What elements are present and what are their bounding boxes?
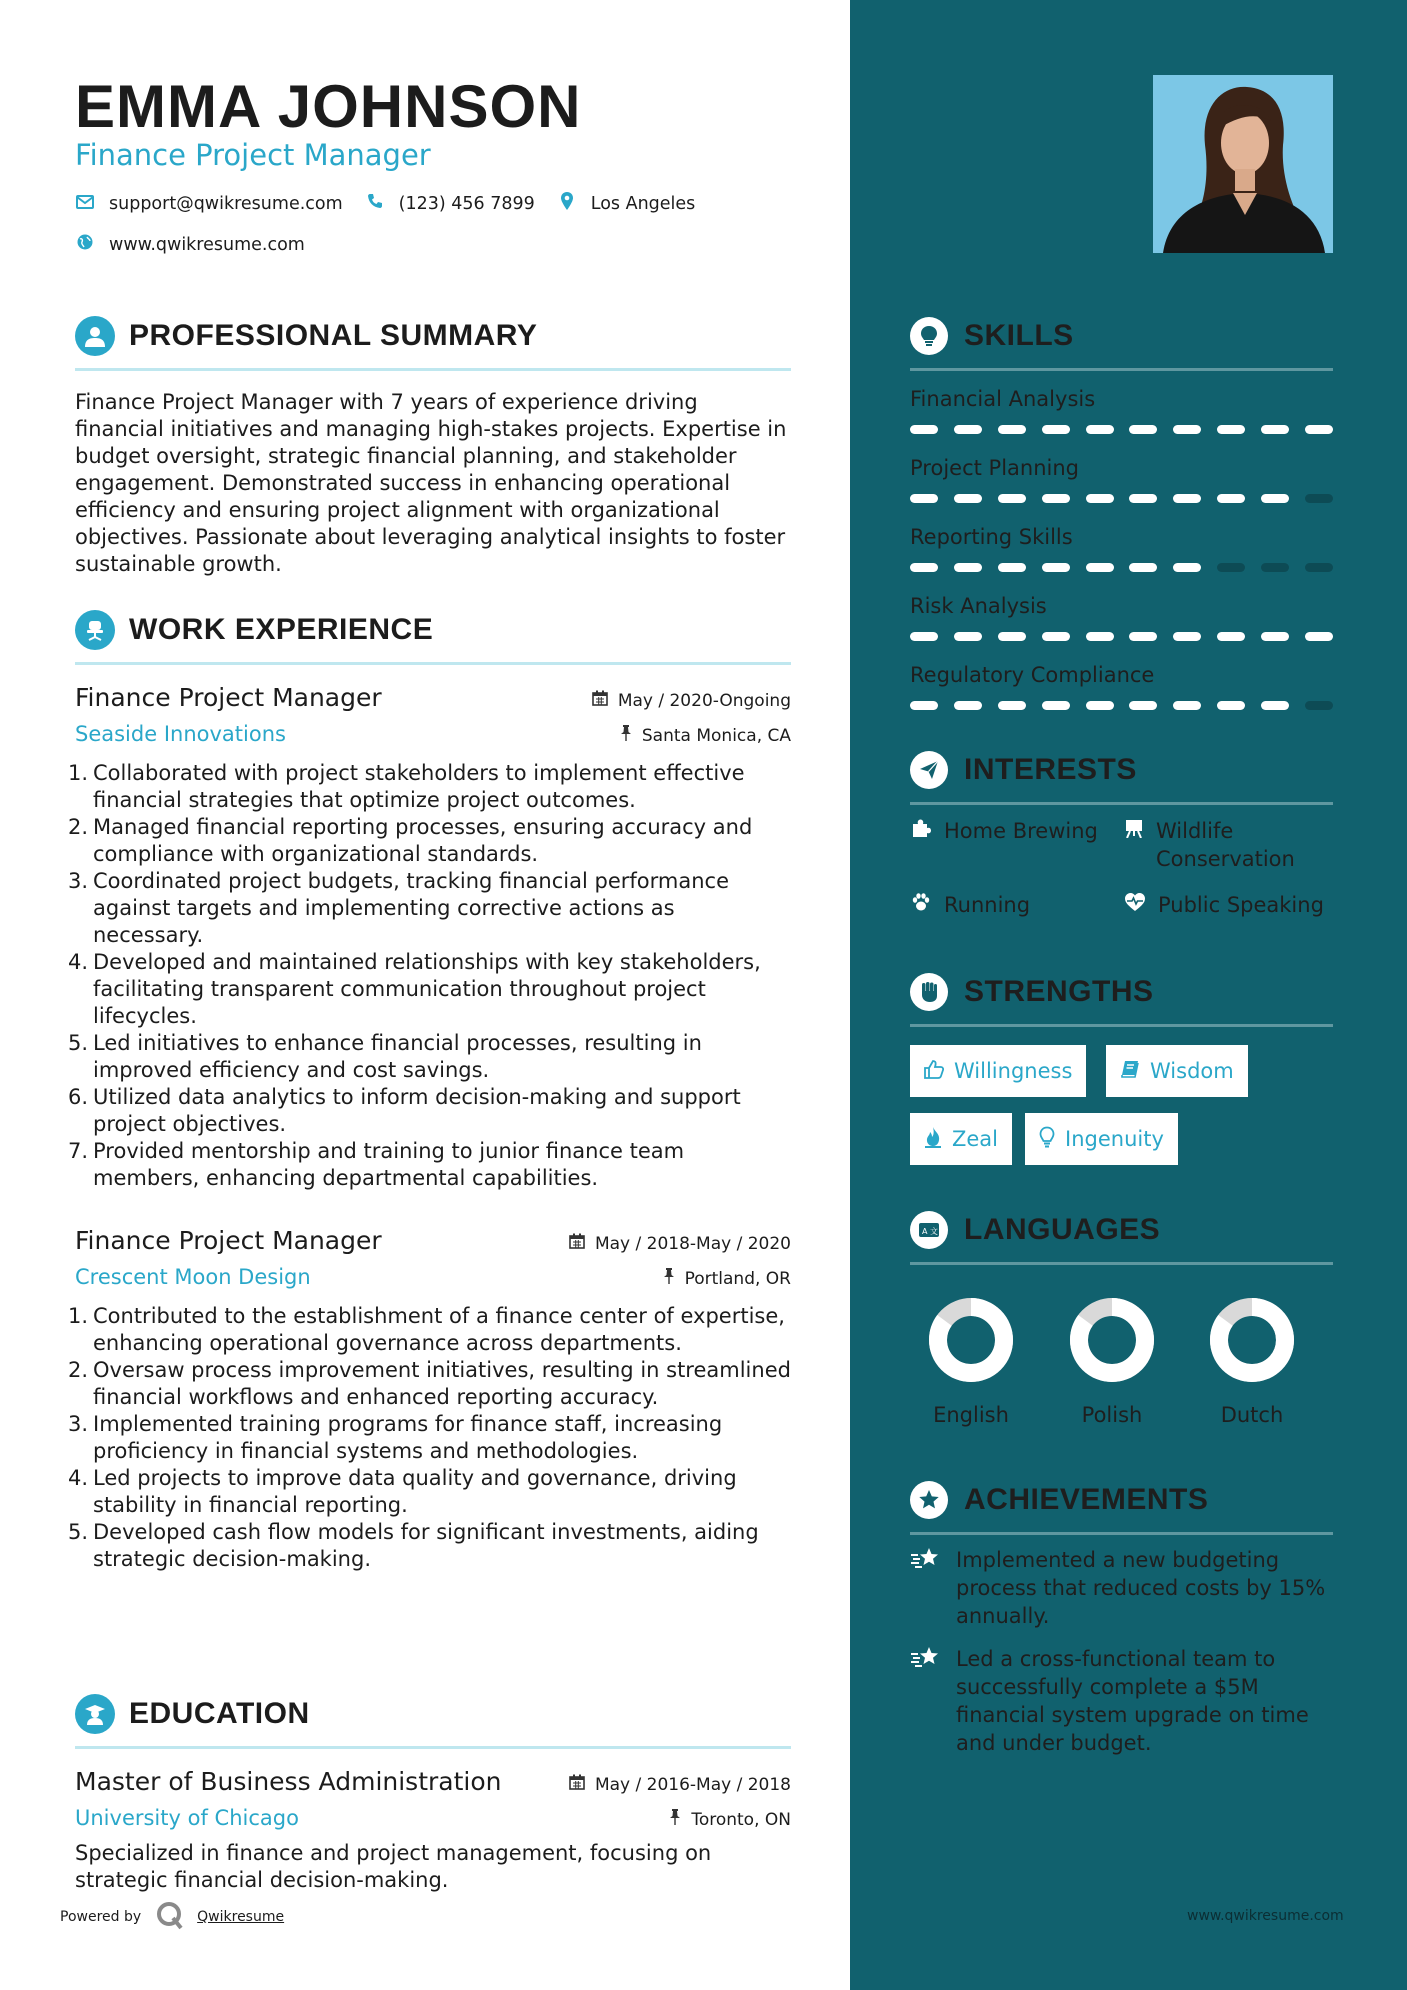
paw-icon (910, 891, 932, 919)
job-company: Crescent Moon Design (75, 1265, 311, 1289)
language-name: Polish (1081, 1403, 1143, 1427)
skill-dash (1217, 632, 1245, 641)
summary-heading: PROFESSIONAL SUMMARY (129, 319, 538, 352)
section-divider (910, 802, 1333, 805)
interest-item: Wildlife Conservation (1124, 817, 1324, 873)
skill-dash (954, 425, 982, 434)
skill-dash (1086, 425, 1114, 434)
school-name: University of Chicago (75, 1806, 299, 1830)
skill-dash (1305, 701, 1333, 710)
list-item: Developed cash flow models for significant investments, aiding strategic decision-making. (93, 1520, 759, 1571)
interests-heading: INTERESTS (964, 753, 1137, 786)
skill-dash (954, 701, 982, 710)
skill-dash (1217, 563, 1245, 572)
pushpin-icon (669, 1809, 681, 1830)
skill-dash (1129, 701, 1157, 710)
strengths-heading: STRENGTHS (964, 975, 1154, 1008)
skill-meter (910, 563, 1333, 572)
achievement-item: Led a cross-functional team to successfully complete a $5M financial system upgrade on time and under budget. (910, 1645, 1333, 1757)
section-divider (75, 662, 791, 665)
list-item: Oversaw process improvement initiatives, resulting in streamlined financial workflows and enhanced reporting accuracy. (93, 1358, 791, 1409)
list-item: Implemented training programs for finance staff, increasing proficiency in financial systems and methodologies. (93, 1412, 723, 1463)
skill-item (910, 456, 1333, 503)
experience-heading: WORK EXPERIENCE (129, 613, 434, 646)
calendar-icon (569, 1233, 585, 1254)
duty-list (75, 760, 791, 1192)
skills-heading: SKILLS (964, 319, 1074, 352)
summary-text: Finance Project Manager with 7 years of experience driving financial initiatives and managing high-stakes projects. Expertise in budget oversight, strategic financial planning, and stakeholder engagement. Demonstrated success in enhancing operational efficiency and ensuring project alignment with organizational objectives. Passionate about leveraging analytical insights to foster sustainable growth. (75, 390, 787, 576)
strength-tag: Ingenuity (1025, 1113, 1178, 1165)
achievement-item: Implemented a new budgeting process that reduced costs by 15% annually. (910, 1546, 1333, 1630)
skill-dash (1129, 425, 1157, 434)
skill-dash (910, 494, 938, 503)
skill-dash (1129, 563, 1157, 572)
skill-name: Regulatory Compliance (910, 663, 1155, 687)
skill-dash (954, 563, 982, 572)
language-item (1207, 1295, 1297, 1427)
skill-dash (1217, 494, 1245, 503)
interests-section (910, 748, 1333, 805)
job-dates: May / 2020-Ongoing (592, 690, 791, 711)
experience-section (75, 608, 791, 1573)
skill-dash (1261, 563, 1289, 572)
list-item: Developed and maintained relationships with key stakeholders, facilitating transparent communication throughout project lifecycles. (93, 950, 761, 1028)
candidate-title: Finance Project Manager (75, 138, 431, 172)
education-dates: May / 2016-May / 2018 (569, 1774, 791, 1795)
list-item: Led initiatives to enhance financial processes, resulting in improved efficiency and cost savings. (93, 1031, 702, 1082)
skills-section (910, 314, 1333, 710)
skill-dash (1261, 701, 1289, 710)
skill-meter (910, 494, 1333, 503)
map-pin-icon (557, 192, 577, 215)
duty-list (75, 1303, 791, 1573)
paper-plane-icon (910, 751, 948, 789)
skills-list (910, 387, 1333, 710)
language-donut (926, 1295, 1016, 1385)
skill-dash (1086, 494, 1114, 503)
skill-item (910, 663, 1333, 710)
skill-dash (910, 563, 938, 572)
job-company: Seaside Innovations (75, 722, 286, 746)
skill-dash (1305, 632, 1333, 641)
pushpin-icon (663, 1268, 675, 1289)
strength-tag: Willingness (910, 1045, 1086, 1097)
list-item: Collaborated with project stakeholders to implement effective financial strategies that optimize project outcomes. (93, 761, 745, 812)
calendar-icon (569, 1774, 585, 1795)
skill-dash (1217, 425, 1245, 434)
strengths-section (910, 970, 1333, 1027)
list-item: Provided mentorship and training to junior finance team members, enhancing departmental capabilities. (93, 1139, 685, 1190)
job-title: Finance Project Manager (75, 683, 382, 712)
skill-dash (1305, 425, 1333, 434)
skill-dash (1261, 494, 1289, 503)
language-item (1067, 1295, 1157, 1427)
skill-dash (1173, 563, 1201, 572)
skill-dash (1086, 563, 1114, 572)
fist-icon (910, 973, 948, 1011)
list-item: Led projects to improve data quality and governance, driving stability in financial reporting. (93, 1466, 737, 1517)
lightbulb-outline-icon (1039, 1126, 1055, 1153)
footer-powered-by: Powered by Qwikresume (60, 1900, 284, 1934)
interest-item: Home Brewing (910, 817, 1098, 845)
lightbulb-icon (910, 317, 948, 355)
calendar-icon (592, 690, 608, 711)
skill-dash (998, 701, 1026, 710)
languages-section (910, 1208, 1333, 1265)
strength-tag: Wisdom (1106, 1045, 1248, 1097)
skill-dash (1042, 632, 1070, 641)
thumbs-up-icon (924, 1059, 944, 1084)
section-divider (910, 368, 1333, 371)
skill-meter (910, 425, 1333, 434)
summary-section (75, 314, 791, 578)
education-section (75, 1692, 791, 1894)
language-name: English (933, 1403, 1009, 1427)
education-heading: EDUCATION (129, 1697, 310, 1730)
footer-site: www.qwikresume.com (1187, 1908, 1344, 1924)
qwikresume-logo-icon (155, 1900, 185, 1934)
star-icon (910, 1481, 948, 1519)
skill-name: Risk Analysis (910, 594, 1047, 618)
phone-icon (365, 193, 385, 214)
globe-icon (75, 234, 95, 255)
list-item: Contributed to the establishment of a finance center of expertise, enhancing operational governance across departments. (93, 1304, 785, 1355)
phone-number[interactable]: (123) 456 7899 (398, 193, 535, 214)
job-title: Finance Project Manager (75, 1226, 382, 1255)
skill-dash (998, 494, 1026, 503)
book-icon (1120, 1059, 1140, 1084)
skill-meter (910, 701, 1333, 710)
job-entry (75, 683, 791, 1192)
profile-photo (1153, 75, 1333, 253)
envelope-icon (75, 194, 95, 214)
list-item: Utilized data analytics to inform decision-making and support project objectives. (93, 1085, 741, 1136)
candidate-name: EMMA JOHNSON (75, 73, 582, 140)
easel-icon (1124, 817, 1144, 873)
skill-dash (910, 632, 938, 641)
education-location: Toronto, ON (669, 1809, 791, 1830)
qwikresume-link[interactable]: Qwikresume (197, 1909, 285, 1925)
skill-dash (998, 632, 1026, 641)
shooting-star-icon (910, 1546, 944, 1630)
heartbeat-icon (1124, 891, 1146, 919)
website-link[interactable]: www.qwikresume.com (109, 234, 305, 255)
skill-item (910, 594, 1333, 641)
location-text: Los Angeles (590, 193, 696, 214)
skill-item (910, 387, 1333, 434)
graduate-icon (75, 1694, 115, 1734)
interest-item: Public Speaking (1124, 891, 1334, 919)
job-location: Portland, OR (663, 1268, 791, 1289)
section-divider (910, 1024, 1333, 1027)
language-item (926, 1295, 1016, 1427)
skill-dash (954, 494, 982, 503)
degree-title: Master of Business Administration (75, 1767, 502, 1796)
skill-name: Financial Analysis (910, 387, 1096, 411)
skill-dash (1042, 563, 1070, 572)
language-donut (1207, 1295, 1297, 1385)
flame-icon (924, 1126, 942, 1153)
skill-dash (1173, 701, 1201, 710)
list-item: Managed financial reporting processes, ensuring accuracy and compliance with organizational standards. (93, 815, 753, 866)
website-row (75, 234, 327, 255)
language-name: Dutch (1220, 1403, 1284, 1427)
skill-name: Project Planning (910, 456, 1079, 480)
language-donut (1067, 1295, 1157, 1385)
skill-dash (1305, 563, 1333, 572)
section-divider (75, 1746, 791, 1749)
skill-dash (1042, 425, 1070, 434)
skill-dash (1217, 701, 1245, 710)
list-item: Coordinated project budgets, tracking financial performance against targets and implementing corrective actions as necessary. (93, 869, 729, 947)
strength-tag: Zeal (910, 1113, 1012, 1165)
job-dates: May / 2018-May / 2020 (569, 1233, 791, 1254)
interest-item: Running (910, 891, 1030, 919)
skill-dash (1173, 632, 1201, 641)
skill-name: Reporting Skills (910, 525, 1073, 549)
skill-dash (954, 632, 982, 641)
education-entry (75, 1767, 791, 1894)
skill-dash (998, 563, 1026, 572)
skill-dash (1173, 494, 1201, 503)
puzzle-icon (910, 817, 932, 845)
svg-text:A: A (922, 1227, 928, 1236)
shooting-star-icon (910, 1645, 944, 1757)
skill-dash (910, 701, 938, 710)
skill-dash (1261, 425, 1289, 434)
skill-dash (1042, 701, 1070, 710)
languages-heading: LANGUAGES (964, 1213, 1161, 1246)
skill-dash (1086, 701, 1114, 710)
contact-row (75, 192, 717, 215)
section-divider (75, 368, 791, 371)
achievements-section (910, 1478, 1333, 1535)
skill-dash (998, 425, 1026, 434)
skill-dash (1042, 494, 1070, 503)
education-description: Specialized in finance and project management, focusing on strategic financial decision-making. (75, 1841, 712, 1892)
section-divider (910, 1532, 1333, 1535)
skill-dash (1086, 632, 1114, 641)
language-icon (910, 1211, 948, 1249)
job-location: Santa Monica, CA (620, 725, 791, 746)
skill-dash (910, 425, 938, 434)
skill-item (910, 525, 1333, 572)
skill-meter (910, 632, 1333, 641)
chair-icon (75, 610, 115, 650)
job-entry (75, 1226, 791, 1573)
skill-dash (1129, 494, 1157, 503)
achievements-heading: ACHIEVEMENTS (964, 1483, 1209, 1516)
skill-dash (1129, 632, 1157, 641)
pushpin-icon (620, 725, 632, 746)
skill-dash (1173, 425, 1201, 434)
skill-dash (1305, 494, 1333, 503)
email-link[interactable]: support@qwikresume.com (109, 193, 343, 214)
section-divider (910, 1262, 1333, 1265)
user-icon (75, 316, 115, 356)
skill-dash (1261, 632, 1289, 641)
svg-text:文: 文 (930, 1227, 938, 1236)
